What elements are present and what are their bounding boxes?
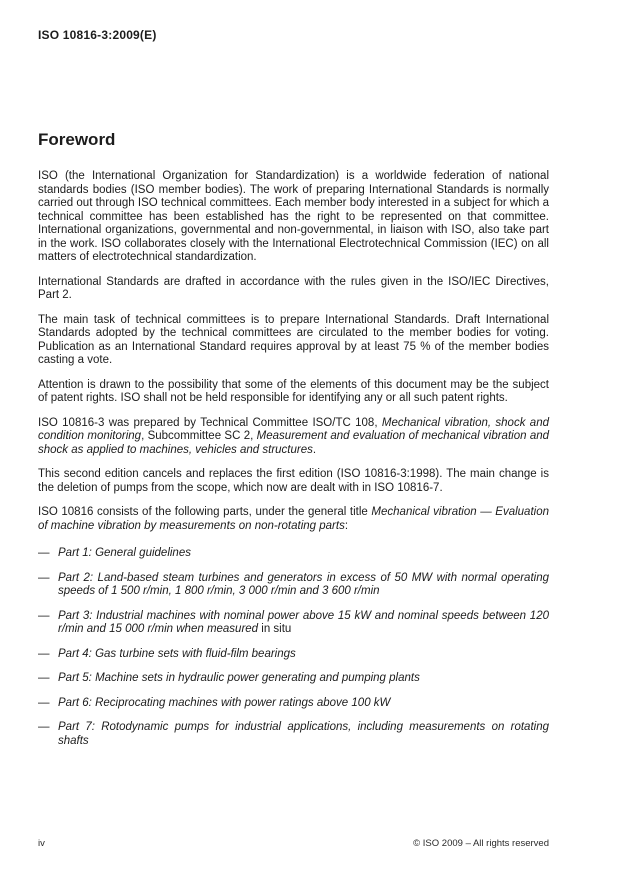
foreword-heading: Foreword bbox=[38, 130, 116, 149]
page-number: iv bbox=[38, 838, 45, 849]
part-item-6 bbox=[38, 697, 549, 711]
text-run: , Subcommittee SC 2, bbox=[141, 430, 257, 442]
text-run: Attention is drawn to the possibility that some of the elements of this document may be the subject of patent rights. ISO shall not be held responsible for identifying any or all such patent rights. bbox=[38, 378, 549, 404]
text-run: . bbox=[312, 443, 317, 456]
foreword-paragraph-4 bbox=[38, 379, 549, 406]
text-run: ISO (the International Organization for Standardization) is a worldwide federation of national standards bodies (ISO member bodies). The work of preparing International Standards is normally carried out through ISO technical committees. Each member body interested in a subject for which a technical committee has been established has the right to be represented on that committee. International organizations, governmental and non-governmental, in liaison with ISO, also take part in the work. ISO collaborates closely with the International Electrotechnical Commission (IEC) on all matters of electrotechnical standardization. bbox=[38, 170, 549, 263]
part-item-2 bbox=[38, 572, 549, 599]
running-header-doc-ref: ISO 10816-3:2009(E) bbox=[38, 28, 157, 42]
list-dash: — bbox=[38, 696, 50, 709]
list-dash: — bbox=[38, 547, 50, 559]
foreword-paragraphs bbox=[38, 170, 549, 533]
part-item-text bbox=[58, 721, 549, 748]
list-dash: — bbox=[38, 571, 50, 584]
list-dash: — bbox=[38, 609, 50, 622]
part-item-text bbox=[58, 572, 549, 599]
part-item-text bbox=[58, 648, 549, 662]
italic-text-run: Mechanical vibration, shock and condition monitoring bbox=[38, 416, 549, 442]
parts-list bbox=[38, 547, 549, 748]
foreword-paragraph-3 bbox=[38, 314, 549, 368]
foreword-paragraph-7 bbox=[38, 506, 549, 533]
part-item-text bbox=[58, 672, 549, 686]
part-item-text bbox=[58, 610, 549, 637]
copyright-notice: © ISO 2009 – All rights reserved bbox=[413, 838, 549, 849]
part-item-4 bbox=[38, 648, 549, 662]
text-run: : bbox=[344, 519, 349, 532]
italic-text-run: Part 7: Rotodynamic pumps for industrial applications, including measurements on rotating shafts bbox=[58, 721, 549, 747]
foreword-paragraph-5 bbox=[38, 417, 549, 458]
part-item-3 bbox=[38, 610, 549, 637]
text-run: The main task of technical committees is to prepare International Standards. Draft International Standards adopted by the technical committees are circulated to the member bodies for voting. Publication as an International Standard requires approval by at least 75 % of the member bodies casting a vote. bbox=[38, 313, 549, 366]
text-run: International Standards are drafted in accordance with the rules given in the ISO/IEC Directives, Part 2. bbox=[38, 275, 549, 301]
italic-text-run: Part 4: Gas turbine sets with fluid-film bearings bbox=[58, 647, 296, 660]
italic-text-run: Part 1: General guidelines bbox=[58, 547, 191, 559]
part-item-5 bbox=[38, 672, 549, 686]
list-dash: — bbox=[38, 721, 50, 733]
text-run: ISO 10816-3 was prepared by Technical Committee ISO/TC 108, bbox=[38, 416, 382, 429]
part-item-7 bbox=[38, 721, 549, 748]
italic-text-run: Part 3: Industrial machines with nominal power above 15 kW and nominal speeds between 120 r/min and 15 000 r/min when measured bbox=[58, 609, 549, 635]
list-dash: — bbox=[38, 672, 50, 684]
part-item-text bbox=[58, 697, 549, 711]
italic-text-run: Part 5: Machine sets in hydraulic power generating and pumping plants bbox=[58, 672, 420, 684]
italic-text-run: Part 6: Reciprocating machines with power ratings above 100 kW bbox=[58, 696, 391, 709]
page-footer bbox=[38, 838, 549, 849]
foreword-paragraph-6 bbox=[38, 468, 549, 495]
text-run: ISO 10816 consists of the following parts, under the general title bbox=[38, 506, 372, 518]
italic-text-run: Measurement and evaluation of mechanical vibration and shock as applied to machines, vehicles and structures bbox=[38, 430, 550, 456]
italic-text-run: Mechanical vibration — Evaluation of machine vibration by measurements on non-rotating parts bbox=[38, 506, 549, 532]
italic-text-run: Part 2: Land-based steam turbines and generators in excess of 50 MW with normal operating speeds of 1 500 r/min, 1 800 r/min, 3 000 r/min and 3 600 r/min bbox=[58, 571, 549, 597]
text-run: in situ bbox=[258, 623, 292, 635]
part-item-text bbox=[58, 547, 549, 561]
list-dash: — bbox=[38, 647, 50, 660]
part-item-1 bbox=[38, 547, 549, 561]
text-run: This second edition cancels and replaces the first edition (ISO 10816-3:1998). The main change is the deletion of pumps from the scope, which now are dealt with in ISO 10816-7. bbox=[38, 468, 549, 494]
foreword-paragraph-2 bbox=[38, 276, 549, 303]
foreword-paragraph-1 bbox=[38, 170, 549, 265]
page-content bbox=[38, 0, 549, 759]
